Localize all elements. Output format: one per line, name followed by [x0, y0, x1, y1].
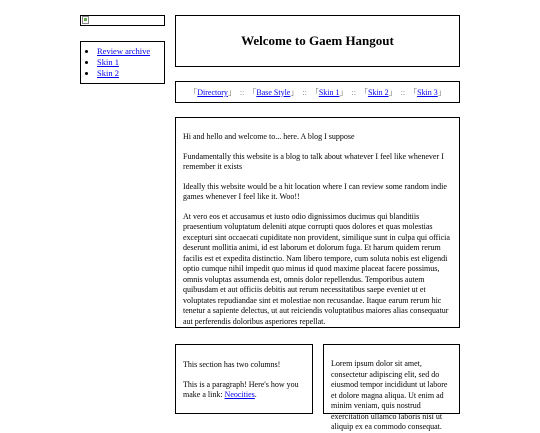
sidebar-nav — [80, 41, 165, 84]
sidebar-item-review-archive — [97, 46, 150, 57]
nav-item-skin-2 — [360, 87, 397, 98]
nav-skin-1-link[interactable]: Skin 1 — [318, 87, 340, 97]
nav-separator: :: — [239, 87, 245, 97]
right-column — [323, 344, 460, 431]
top-navbar — [175, 81, 460, 103]
sidebar-banner — [80, 15, 165, 26]
nav-separator: :: — [400, 87, 406, 97]
column-link-paragraph — [183, 380, 305, 401]
bracket-open: 「 — [359, 87, 368, 97]
bracket-open: 「 — [189, 87, 198, 97]
bracket-open: 「 — [248, 87, 257, 97]
left-column — [175, 344, 313, 414]
broken-image-icon — [82, 16, 89, 24]
nav-item-skin-1 — [311, 87, 348, 98]
page-header — [175, 15, 460, 67]
bracket-open: 「 — [310, 87, 319, 97]
neocities-link[interactable]: Neocities — [224, 390, 255, 399]
goal-paragraph: Ideally this website would be a hit location where I can review some random indie games whenever I feel like it. Woo!! — [183, 181, 447, 201]
skin-1-link[interactable]: Skin 1 — [97, 57, 119, 67]
nav-separator: :: — [302, 87, 307, 97]
nav-skin-2-link[interactable]: Skin 2 — [367, 87, 389, 97]
base-style-link[interactable]: Base Style — [256, 87, 291, 97]
nav-item-skin-3 — [409, 87, 446, 98]
sidebar-link-list — [81, 46, 150, 79]
bracket-close: 」 — [227, 87, 236, 97]
nav-skin-3-link[interactable]: Skin 3 — [417, 87, 438, 97]
nav-item-directory — [189, 87, 236, 98]
bracket-close: 」 — [437, 87, 446, 97]
filler-paragraph: At vero eos et accusamus et iusto odio dignissimos ducimus qui blanditiis praesentium voluptatum deleniti atque corrupti quos dolores et quas molestias excepturi sint occaecati cupiditate non provident, similique sunt in culpa qui officia deserunt mollitia animi, id est laborum et dolorum fuga. Et harum quidem rerum facilis est et expedita distinctio. Nam libero tempore, cum soluta nobis est eligendi optio cumque nihil impedit quo minus id quod maxime placeat facere possimus, omnis voluptas assumenda est, omnis dolor repellendus. Temporibus autem quibusdam et aut officiis debitis aut rerum necessitatibus saepe eveniet ut et voluptates repudiandae sint et molestiae non recusandae. Itaque earum rerum hic tenetur a sapiente delectus, ut aut reiciendis voluptatibus maiores alias consequatur aut perferendis doloribus asperiores repellat. — [183, 211, 450, 326]
link-suffix-text: . — [254, 390, 257, 399]
main-content — [175, 117, 460, 328]
intro-paragraph: Hi and hello and welcome to... here. A blog I suppose — [183, 132, 355, 141]
lorem-paragraph: Lorem ipsum dolor sit amet, consectetur adipiscing elit, sed do eiusmod tempor incididunt ut labore et dolore magna aliqua. Ut enim ad minim veniam, quis nostrud exercitation ullamco laboris nisi ut aliquip ex ea commodo consequat. — [331, 359, 448, 431]
bracket-close: 」 — [290, 87, 299, 97]
directory-link[interactable]: Directory — [197, 87, 228, 97]
bracket-close: 」 — [388, 87, 397, 97]
sidebar-item-skin-1 — [97, 57, 150, 68]
bracket-open: 「 — [409, 87, 418, 97]
bracket-close: 」 — [339, 87, 348, 97]
page-title: Welcome to Gaem Hangout — [241, 33, 394, 48]
about-paragraph: Fundamentally this website is a blog to talk about whatever I feel like whenever I remember it exists — [183, 151, 444, 171]
column-intro-text: This section has two columns! — [183, 360, 281, 369]
skin-2-link[interactable]: Skin 2 — [97, 68, 119, 78]
nav-separator: :: — [351, 87, 356, 97]
sidebar-item-skin-2 — [97, 68, 150, 79]
link-prefix-text: This is a paragraph! Here's how you make a link: — [183, 379, 299, 399]
review-archive-link[interactable]: Review archive — [97, 46, 151, 56]
nav-item-base-style — [248, 87, 298, 98]
